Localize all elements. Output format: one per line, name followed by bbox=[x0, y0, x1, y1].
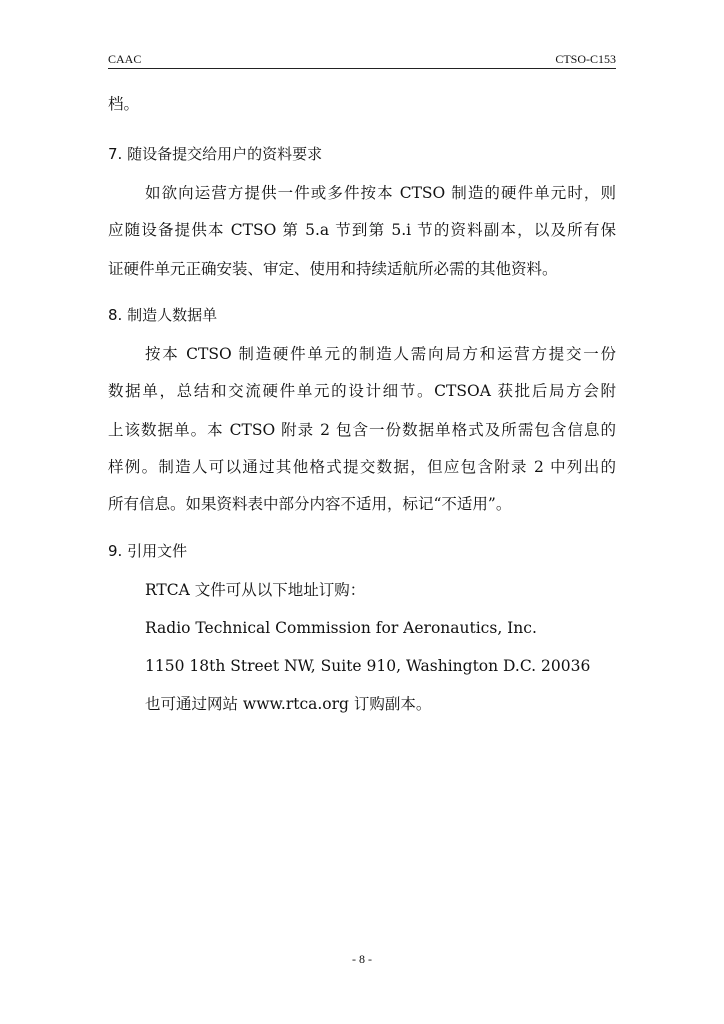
section-8-line-5: 所有信息。如果资料表中部分内容不适用，标记“不适用”。 bbox=[108, 495, 512, 513]
page-header bbox=[108, 52, 616, 69]
rtca-org-name: Radio Technical Commission for Aeronautics, Inc. bbox=[145, 619, 537, 637]
section-8-line-4: 样例。制造人可以通过其他格式提交数据，但应包含附录 2 中列出的 bbox=[108, 458, 616, 476]
section-7-line-2: 应随设备提供本 CTSO 第 5.a 节到第 5.i 节的资料副本，以及所有保 bbox=[108, 221, 616, 239]
section-7-heading: 7. 随设备提交给用户的资料要求 bbox=[108, 145, 323, 163]
section-7-line-3: 证硬件单元正确安装、审定、使用和持续适航所必需的其他资料。 bbox=[108, 260, 558, 278]
section-8-heading: 8. 制造人数据单 bbox=[108, 306, 218, 324]
section-8-line-2: 数据单，总结和交流硬件单元的设计细节。CTSOA 获批后局方会附 bbox=[108, 382, 616, 400]
page-number: - 8 - bbox=[352, 952, 372, 966]
rtca-address: 1150 18th Street NW, Suite 910, Washington D.C. 20036 bbox=[145, 657, 591, 675]
continuation-text: 档。 bbox=[108, 95, 140, 113]
section-7-line-1: 如欲向运营方提供一件或多件按本 CTSO 制造的硬件单元时，则 bbox=[145, 184, 616, 202]
rtca-order-text: RTCA 文件可从以下地址订购： bbox=[145, 581, 366, 599]
rtca-website-text: 也可通过网站 www.rtca.org 订购副本。 bbox=[145, 695, 432, 713]
section-8-line-1: 按本 CTSO 制造硬件单元的制造人需向局方和运营方提交一份 bbox=[145, 345, 616, 363]
header-document-id: CTSO-C153 bbox=[555, 52, 616, 66]
section-8-line-3: 上该数据单。本 CTSO 附录 2 包含一份数据单格式及所需包含信息的 bbox=[108, 421, 616, 439]
section-9-heading: 9. 引用文件 bbox=[108, 542, 188, 560]
header-left-label: CAAC bbox=[108, 52, 142, 66]
